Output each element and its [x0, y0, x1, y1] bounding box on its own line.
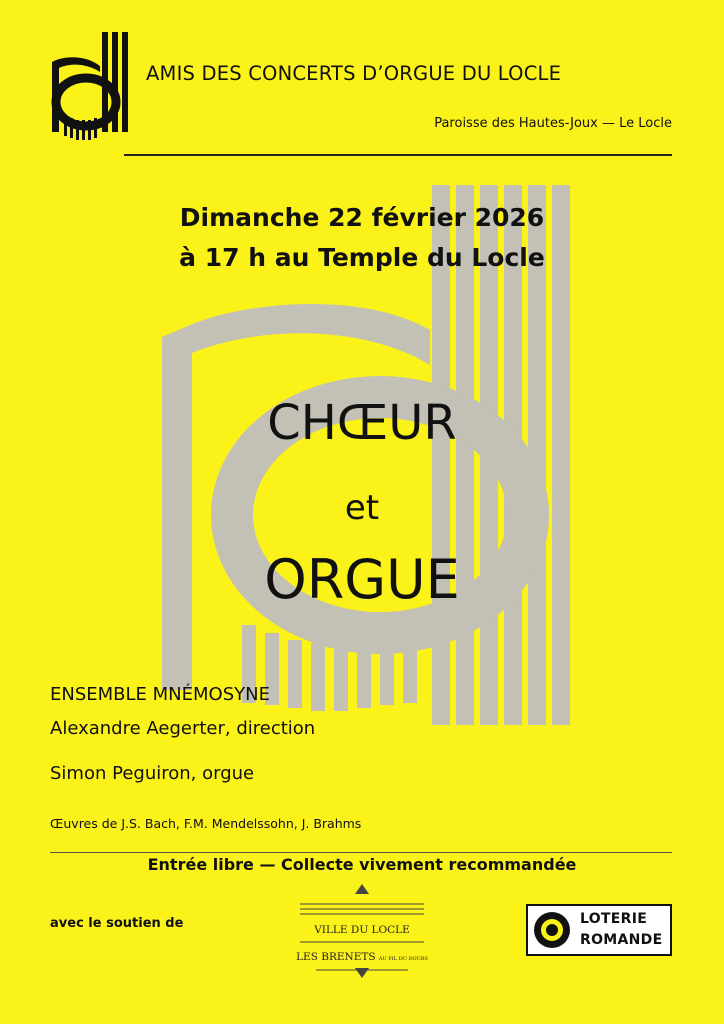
organist-name: Simon Peguiron, orgue: [50, 763, 255, 784]
organ-logo: [50, 32, 130, 144]
title-line-2: et: [344, 488, 380, 528]
admission-note: Entrée libre — Collecte vivement recommandée: [147, 855, 577, 874]
ville-line-2-main: LES BRENETS: [296, 951, 376, 963]
header-divider: [124, 154, 672, 156]
ville-line-2: [296, 951, 428, 963]
ville-line-1: VILLE DU LOCLE: [314, 924, 410, 936]
loterie-line-2: ROMANDE: [580, 932, 663, 948]
event-time-place: à 17 h au Temple du Locle: [179, 243, 545, 272]
ville-line-2-small: AU FIL DU DOUBS: [378, 956, 428, 962]
loterie-circle-icon: [532, 910, 572, 950]
ensemble-name: ENSEMBLE MNÉMOSYNE: [50, 684, 270, 705]
support-label: avec le soutien de: [50, 916, 184, 931]
organization-name: AMIS DES CONCERTS D’ORGUE DU LOCLE: [146, 62, 562, 85]
title-line-3: ORGUE: [264, 548, 460, 611]
loterie-romande-logo: [526, 904, 672, 956]
footer-divider: [50, 852, 672, 853]
title-line-1: CHŒUR: [267, 395, 457, 451]
works-list: Œuvres de J.S. Bach, F.M. Mendelssohn, J. Brahms: [50, 816, 362, 831]
parish-name: Paroisse des Hautes-Joux — Le Locle: [434, 116, 672, 131]
ville-du-locle-logo: [296, 882, 428, 978]
director-name: Alexandre Aegerter, direction: [50, 718, 316, 739]
loterie-line-1: LOTERIE: [580, 911, 648, 927]
event-date: Dimanche 22 février 2026: [179, 203, 545, 232]
